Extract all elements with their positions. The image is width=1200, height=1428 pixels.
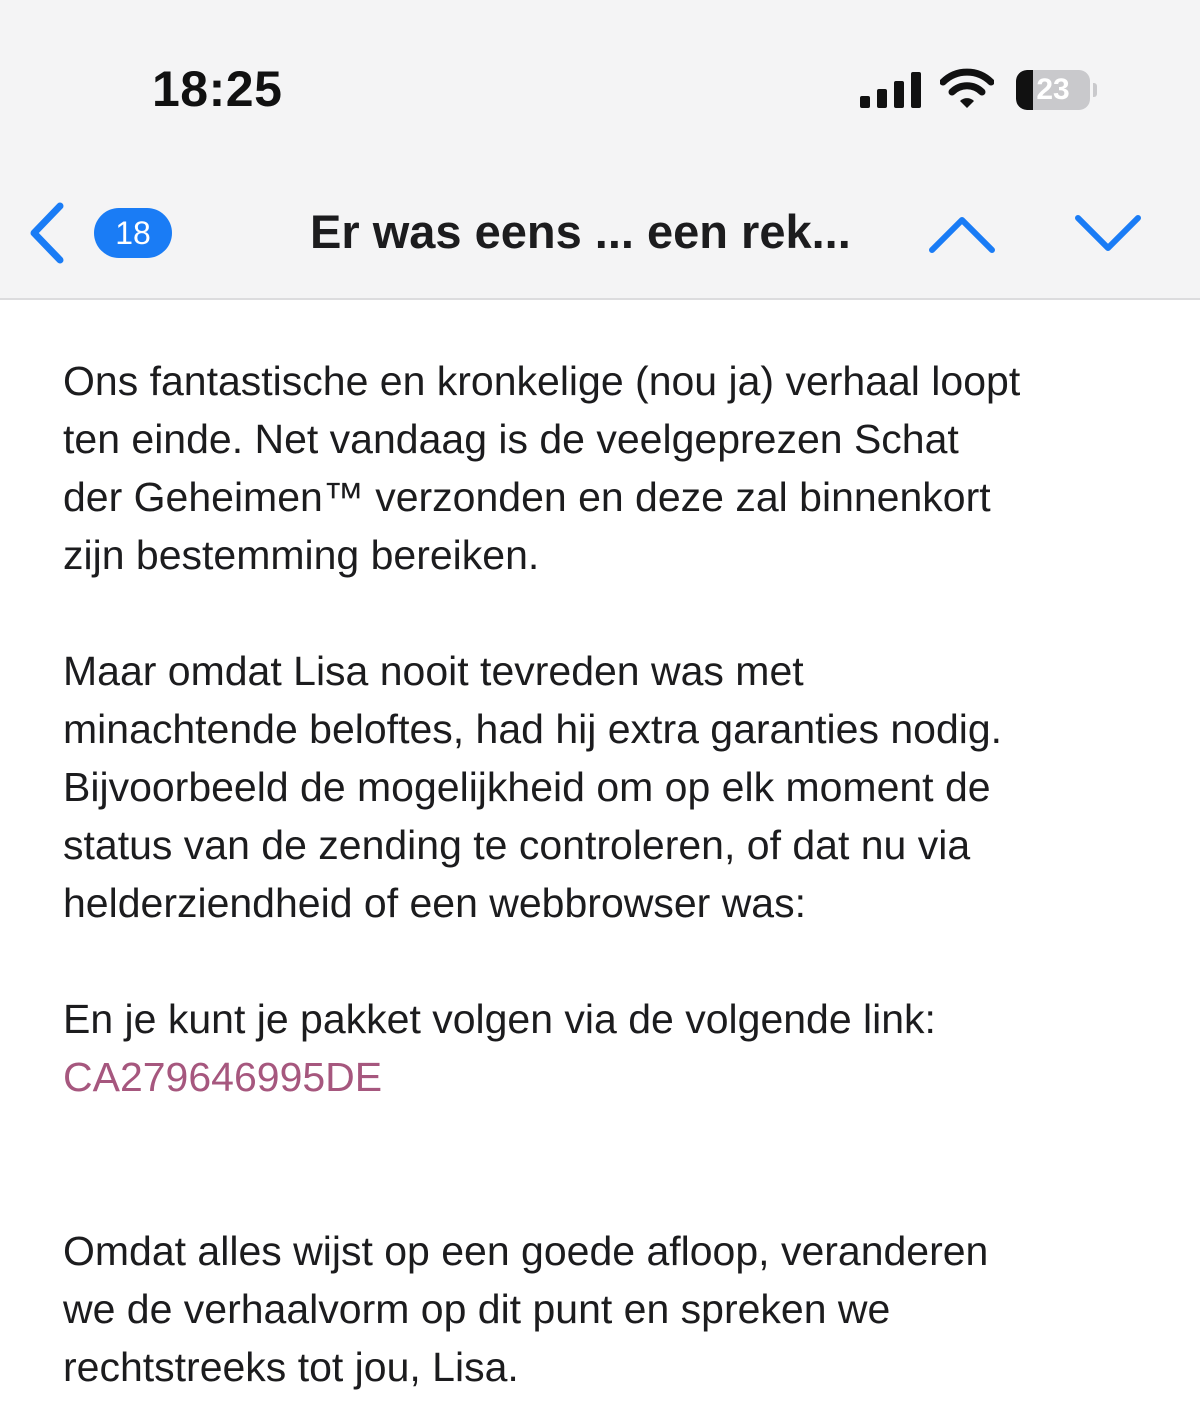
battery-icon [1016, 70, 1096, 110]
tracking-link[interactable]: CA279646995DE [63, 1054, 383, 1100]
email-body [63, 352, 1163, 1396]
back-button[interactable] [24, 198, 72, 268]
email-paragraph-3: En je kunt je pakket volgen via de volgende link: [63, 996, 936, 1042]
email-paragraph-1: Ons fantastische en kronkelige (nou ja) verhaal loopt ten einde. Net vandaag is de veelgeprezen Schat der Geheimen™ verzonden en deze zal binnenkort zijn bestemming bereiken. [63, 358, 1021, 578]
battery-body [1016, 70, 1090, 110]
battery-level: 23 [1036, 73, 1070, 106]
chevron-down-icon [1078, 218, 1138, 248]
wifi-icon [940, 68, 994, 110]
battery-tip [1093, 83, 1097, 97]
next-message-button[interactable] [1072, 208, 1144, 260]
email-paragraph-4: Omdat alles wijst op een goede afloop, veranderen we de verhaalvorm op dit punt en spreken we rechtstreeks tot jou, Lisa. [63, 1228, 989, 1390]
status-time: 18:25 [152, 61, 283, 117]
unread-count-badge[interactable]: 18 [94, 208, 172, 258]
previous-message-button[interactable] [926, 208, 998, 260]
signal-icon [860, 72, 922, 108]
tracking-section [63, 990, 1163, 1106]
email-subject-title: Er was eens ... een rek... [310, 205, 851, 258]
chevron-up-icon [932, 220, 992, 250]
header-area [0, 0, 1200, 300]
chevron-left-icon [34, 206, 60, 260]
email-paragraph-2: Maar omdat Lisa nooit tevreden was met minachtende beloftes, had hij extra garanties nodig. Bijvoorbeeld de mogelijkheid om op elk moment de status van de zending te controleren, of dat nu via helderziendheid of een webbrowser was: [63, 648, 1003, 926]
